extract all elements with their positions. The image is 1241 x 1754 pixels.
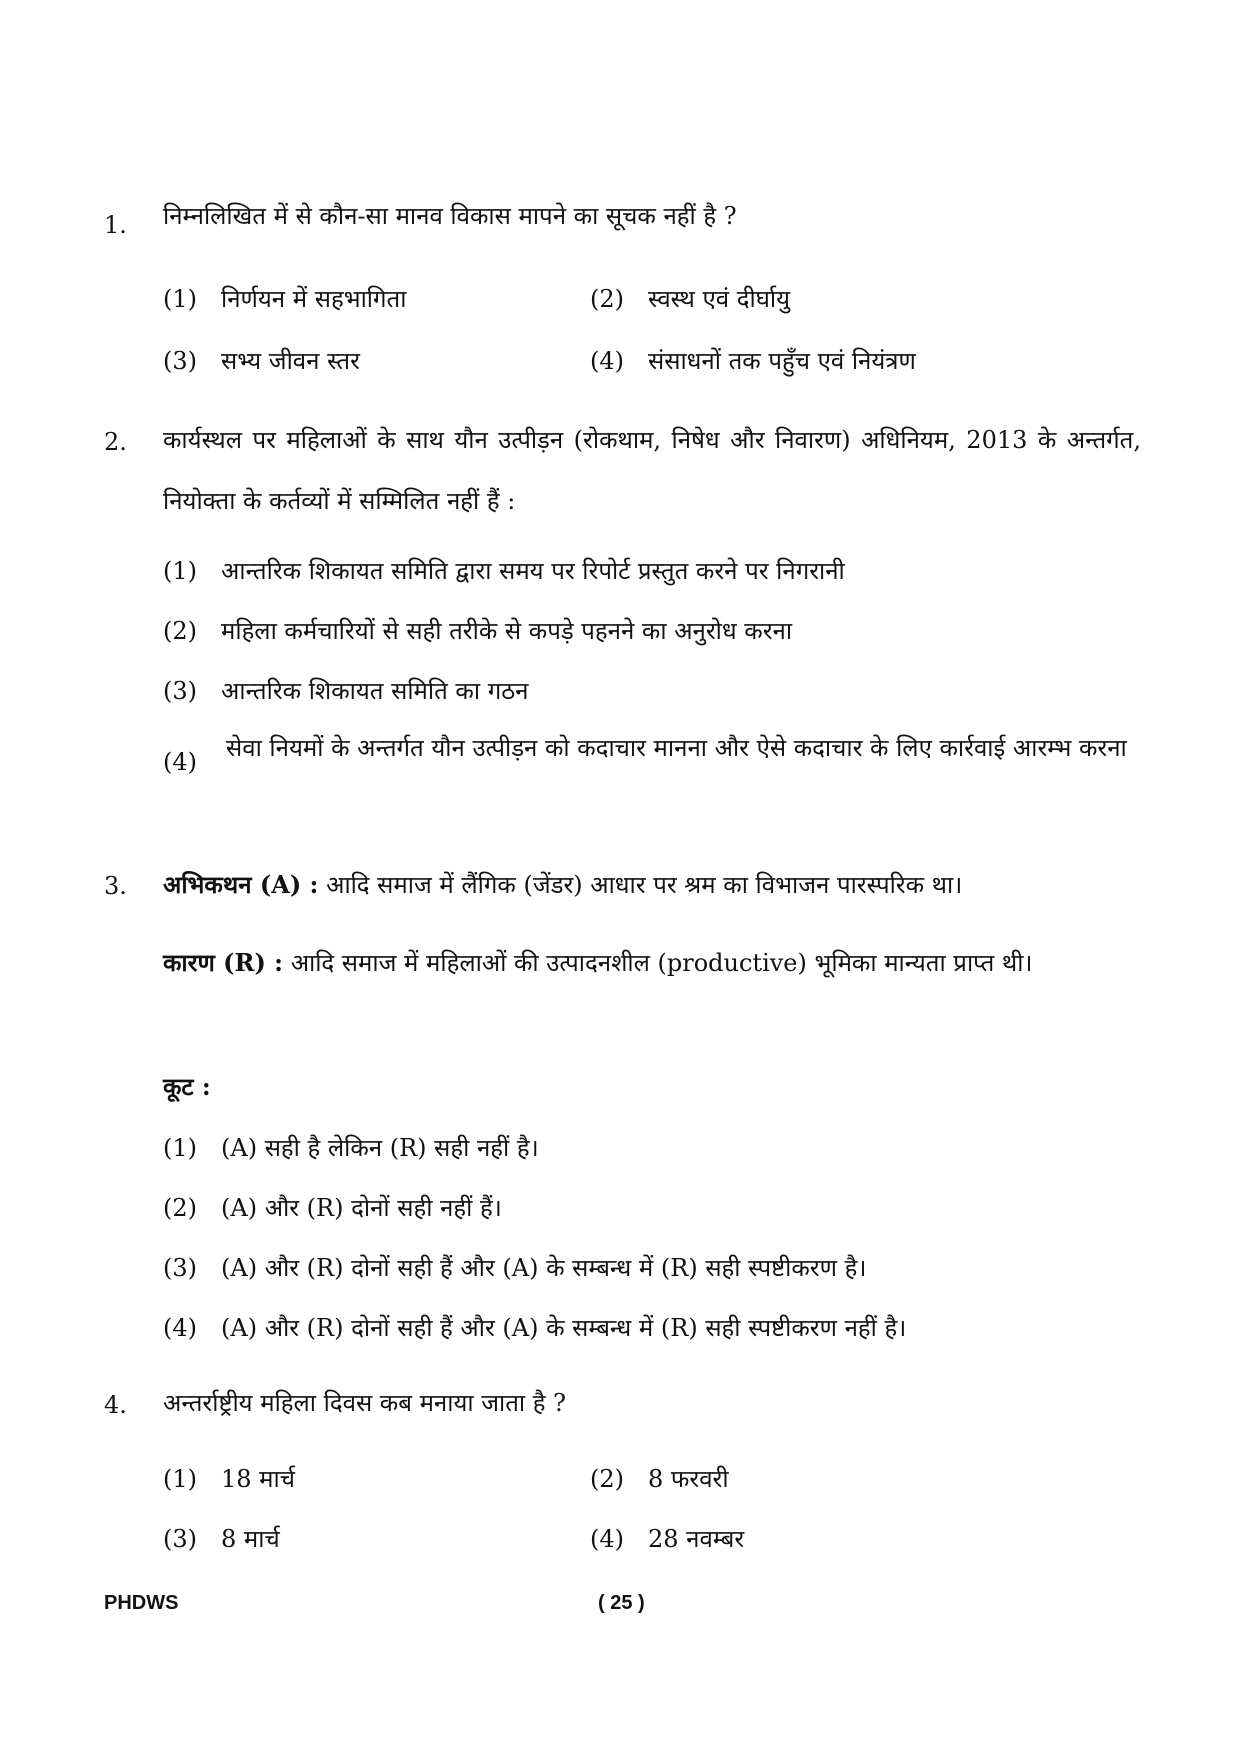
assertion-text: आदि समाज में लैंगिक (जेंडर) आधार पर श्रम का विभाजन पारस्परिक था।: [326, 871, 963, 899]
page-number: ( 25 ): [598, 1592, 645, 1614]
reason: [163, 932, 1141, 994]
option-text: निर्णयन में सहभागिता: [221, 285, 407, 313]
option-text: 18 मार्च: [221, 1465, 295, 1493]
assertion-label: अभिकथन (A) :: [163, 870, 319, 899]
option-number: (1): [163, 557, 197, 585]
option-text: (A) सही है लेकिन (R) सही नहीं है।: [221, 1134, 539, 1162]
option-number: (3): [163, 1254, 197, 1282]
option-text: (A) और (R) दोनों सही नहीं हैं।: [221, 1194, 502, 1222]
option-4: [163, 1311, 906, 1344]
option-3: [163, 1522, 280, 1555]
option-number: (3): [163, 347, 197, 375]
question-number: 2.: [104, 428, 127, 456]
option-2: [163, 1191, 502, 1224]
option-text: सेवा नियमों के अन्तर्गत यौन उत्पीड़न को कदाचार मानना और ऐसे कदाचार के लिए कार्रवाई आरम्भ करना: [226, 734, 1127, 762]
assertion: [163, 854, 1141, 916]
option-text: संसाधनों तक पहुँच एवं नियंत्रण: [648, 347, 916, 375]
option-text: महिला कर्मचारियों से सही तरीके से कपड़े पहनने का अनुरोध करना: [221, 617, 793, 645]
option-number: (3): [163, 1525, 197, 1553]
code-label: कूट :: [163, 1072, 211, 1101]
question-text: निम्नलिखित में से कौन-सा मानव विकास मापने का सूचक नहीं है ?: [163, 202, 737, 230]
option-number: (1): [163, 1134, 197, 1162]
option-2: [590, 1462, 729, 1495]
option-number: (4): [590, 1525, 624, 1553]
footer-code: PHDWS: [104, 1592, 179, 1614]
option-text: स्वस्थ एवं दीर्घायु: [648, 285, 791, 313]
option-text: सभ्य जीवन स्तर: [221, 347, 360, 375]
option-text: आन्तरिक शिकायत समिति का गठन: [221, 677, 529, 705]
option-text: 8 फरवरी: [648, 1465, 729, 1493]
option-3: [163, 344, 360, 377]
option-4: [590, 344, 916, 377]
option-number: (4): [163, 748, 197, 776]
option-text: (A) और (R) दोनों सही हैं और (A) के सम्बन्ध में (R) सही स्पष्टीकरण है।: [221, 1254, 867, 1282]
option-4: [590, 1522, 744, 1555]
option-1: [163, 282, 406, 315]
question-number: 3.: [104, 872, 127, 900]
option-3: [163, 674, 528, 707]
option-number: (2): [590, 1465, 624, 1493]
option-number: (2): [163, 617, 197, 645]
option-number: (4): [590, 347, 624, 375]
option-text: 28 नवम्बर: [648, 1525, 745, 1553]
option-2: [590, 282, 790, 315]
option-number: (1): [163, 1465, 197, 1493]
question-number: 4.: [104, 1391, 127, 1419]
reason-text: आदि समाज में महिलाओं की उत्पादनशील (productive) भूमिका मान्यता प्राप्त थी।: [290, 949, 1033, 977]
option-text: 8 मार्च: [221, 1525, 280, 1553]
option-3: [163, 1251, 866, 1284]
option-number: (1): [163, 285, 197, 313]
option-4: [163, 720, 1141, 776]
question-text: अन्तर्राष्ट्रीय महिला दिवस कब मनाया जाता है ?: [163, 1389, 567, 1417]
option-text: (A) और (R) दोनों सही हैं और (A) के सम्बन्ध में (R) सही स्पष्टीकरण नहीं है।: [221, 1314, 907, 1342]
option-1: [163, 554, 845, 587]
question-text: कार्यस्थल पर महिलाओं के साथ यौन उत्पीड़न (रोकथाम, निषेध और निवारण) अधिनियम, 2013 के अन्तर्गत, नियोक्ता के कर्तव्यों में सम्मिलित नहीं हैं :: [163, 426, 1141, 515]
option-number: (2): [163, 1194, 197, 1222]
question-number: 1.: [104, 211, 127, 239]
option-1: [163, 1462, 295, 1495]
option-text: आन्तरिक शिकायत समिति द्वारा समय पर रिपोर्ट प्रस्तुत करने पर निगरानी: [221, 557, 845, 585]
option-number: (3): [163, 677, 197, 705]
option-number: (2): [590, 285, 624, 313]
reason-label: कारण (R) :: [163, 948, 284, 977]
option-number: (4): [163, 1314, 197, 1342]
option-2: [163, 614, 792, 647]
option-1: [163, 1131, 539, 1164]
